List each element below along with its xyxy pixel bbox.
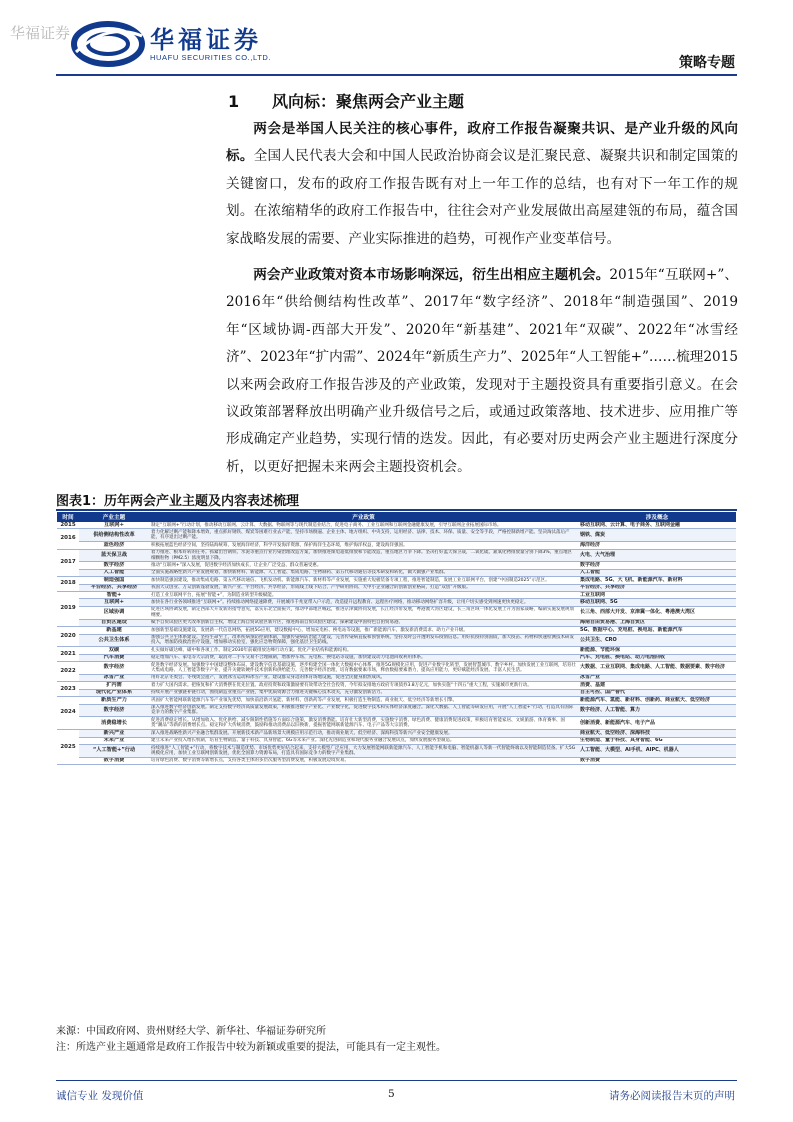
- theme-cell: 自贸区建设: [79, 619, 149, 626]
- table-row: [57, 562, 736, 569]
- concept-cell: 人工智能: [578, 569, 736, 576]
- concept-cell: 平台经济、共享经济: [578, 584, 736, 591]
- theme-cell: 数字经济: [79, 704, 149, 717]
- note-line: 注：所选产业主题通常是政府工作报告中较为新颖或重要的提法，可能具有一定主观性。: [56, 1042, 446, 1053]
- theme-cell: 未来产业: [79, 737, 149, 744]
- table-row: [57, 619, 736, 626]
- year-cell: 2020: [57, 627, 79, 647]
- paragraph-1-lead: 两会是举国人民关注的核心事件，政府工作报告凝聚共识、是产业升级的风向标。: [226, 121, 738, 165]
- table-row: [57, 682, 736, 689]
- theme-cell: 蓝色经济: [79, 542, 149, 549]
- theme-cell: 双碳: [79, 647, 149, 654]
- theme-cell: 制造强国: [79, 577, 149, 584]
- year-cell: 2018: [57, 577, 79, 592]
- theme-cell: 智能+: [79, 592, 149, 599]
- policy-cell: 建立未来产业投入增长机制，培育生物制造、量子科技、具身智能、6G等未来产业。深化先进制造业和现代服务业融合发展试点，加快发展服务型制造。: [149, 737, 578, 744]
- section-title: [228, 89, 464, 112]
- concept-cell: 移动互联网、云计算、电子商务、互联网金融: [578, 522, 736, 529]
- page-number: 5: [388, 1088, 395, 1100]
- concept-cell: 大数据、工业互联网、集成电路、人工智能、数据要素、数字经济: [578, 662, 736, 675]
- table-row: [57, 704, 736, 717]
- concept-cell: 钢铁、煤炭: [578, 529, 736, 542]
- paragraph-2-lead: 两会产业政策对资本市场影响深远，衍生出相应主题机会。: [253, 267, 610, 283]
- theme-cell: 数字经济: [79, 662, 149, 675]
- table-row: [57, 730, 736, 737]
- policy-cell: 打造工业互联网平台，拓展“智能+”，为制造业转型升级赋能。: [149, 592, 578, 599]
- concept-cell: 新能源、节能环保: [578, 647, 736, 654]
- table-row: [57, 717, 736, 730]
- footer-slogan: 诚信专业 发现价值: [56, 1090, 144, 1102]
- paragraph-1-body: 全国人民代表大会和中国人民政治协商会议是汇聚民意、凝聚共识和制定国策的关键窗口，发布的政府工作报告既有对上一年工作的总结，也有对下一年工作的规划。在浓缩精华的政府工作报告中，往往会对产业发展做出高屋建瓴的布局，蕴含国家战略发展的需要、产业实际推进的趋势，可视作产业变革信号。: [226, 148, 739, 247]
- section-title-text: 风向标：聚焦两会产业主题: [272, 92, 465, 111]
- theme-cell: 新基建: [79, 627, 149, 634]
- figure-divider: [56, 509, 737, 511]
- table-row: [57, 647, 736, 654]
- concept-cell: 海南自由贸易港、上海自贸区: [578, 619, 736, 626]
- concept-cell: 新能源汽车、氢能、新材料、创新药、商业航天、低空经济: [578, 697, 736, 704]
- theme-cell: 公共卫生体系: [79, 634, 149, 647]
- concept-cell: 自主可控、国产替代: [578, 689, 736, 696]
- concept-cell: 数字消费: [578, 757, 736, 764]
- policy-cell: 积极拓展蓝色经济空间，坚持陆海统筹，发展海洋经济，科学开发海洋资源，保护海洋生态环境，维护海洋权益，建设海洋强国。: [149, 542, 578, 549]
- theme-cell: 区域协调: [79, 606, 149, 619]
- table-row: [57, 577, 736, 584]
- watermark-text: 华福证券: [10, 24, 71, 42]
- theme-cell: 互联网+: [79, 599, 149, 606]
- policy-cell: 促进消费稳定增长。从增加收入、优化供给、减少限制性措施等方面综合施策，激发消费潜能。培育壮大新型消费，实施数字消费、绿色消费、健康消费促进政策，积极培育智能家居、文娱旅游、体育赛事、国货“潮品”等新的消费增长点。稳定和扩大传统消费，鼓励和推动消费品以旧换新，提振智能网联新能源汽车、电子产品等大宗消费。: [149, 717, 578, 730]
- policy-cell: 用好北京冬奥会、冬残奥会遗产，发展冰雪运动和冰雪产业。建设群众身边的体育场地设施，促进全民健身蔚然成风。: [149, 674, 578, 681]
- column-header: 涉及概念: [578, 512, 736, 522]
- policy-cell: 加快在各行业各领域推进“互联网+”。持续推动网络提速降费，开展城市千兆宽带入户示范，改造提升远程教育、远程医疗网络，推动移动网络扩容升级，让用户切实感受到网速更快更稳定。: [149, 599, 578, 606]
- year-cell: 2021: [57, 647, 79, 662]
- year-cell: 2015: [57, 522, 79, 529]
- table-body: [57, 522, 736, 765]
- theme-cell: 冰雪产业: [79, 674, 149, 681]
- concept-cell: 创新消费、新能源汽车、电子产品: [578, 717, 736, 730]
- paragraph-2-body: 2015年“互联网+”、2016年“供给侧结构性改革”、2017年“数字经济”、2018年“制造强国”、2019年“区域协调-西部大开发”、2020年“新基建”、2021年“双碳”、2022年“冰雪经济”、2023年“扩内需”、2024年“新质生产力”、2025年“人工智能+”……梳理2015以来两会政府工作报告涉及的产业政策，发现对于主题投资具有重要指引意义。在会议政策部署释放出明确产业升级信号之后，或通过政策落地、技术进步、应用推广等形成确定产业趋势，实现行情的迭发。因此，有必要对历史两会产业主题进行深度分析，以更好把握未来两会主题投资机会。: [226, 267, 739, 475]
- table-row: [57, 654, 736, 661]
- policy-cell: 持续开展产业强链补链行动，围绕制造业重点产业链，集中优质资源合力推进关键核心技术攻关，充分激发创新活力。: [149, 689, 578, 696]
- table-row: [57, 662, 736, 675]
- report-category: 策略专题: [679, 55, 735, 71]
- table-header-row: [57, 512, 736, 522]
- paragraph-1: [226, 116, 738, 253]
- policy-cell: 持续推进“人工智能+”行动，将数字技术与制造优势、市场优势更好结合起来，支持大模型广泛应用，大力发展智能网联新能源汽车、人工智能手机和电脑、智能机器人等新一代智能终端以及智能制造装备。扩大5G规模化应用，加快工业互联网创新发展，优化全国算力资源布局，打造具有国际竞争力的数字产业集群。: [149, 745, 578, 758]
- table-row: [57, 674, 736, 681]
- logo-name: 华福证券: [150, 26, 262, 54]
- table-row: [57, 529, 736, 542]
- policy-cell: 稳定增加汽车、家电等大宗消费，取消对二手车交易不合理限制，增加停车场、充电桩、换电站等设施，加快建设动力电池回收利用体系。: [149, 654, 578, 661]
- table-row: [57, 627, 736, 634]
- policy-cell: 加快制造强国建设，推动集成电路、第五代移动通信、飞机发动机、新能源汽车、新材料等产业发展，实施重大短板装备专项工程，推进智能制造，发展工业互联网平台，创建“中国制造2025”示范区。: [149, 577, 578, 584]
- theme-cell: 数字消费: [79, 757, 149, 764]
- concept-cell: 数字经济、人工智能、算力: [578, 704, 736, 717]
- logo-english-name: HUAFU SECURITIES CO.,LTD.: [150, 53, 272, 62]
- table-row: [57, 697, 736, 704]
- theme-cell: 新质生产力: [79, 697, 149, 704]
- concept-cell: 工业互联网: [578, 592, 736, 599]
- year-cell: 2022: [57, 662, 79, 682]
- table-row: [57, 606, 736, 619]
- header-divider: [56, 74, 737, 76]
- policy-cell: 推动“互联网+”深入发展，促进数字经济加快成长，让企业广泛受益、群众普遍受惠。: [149, 562, 578, 569]
- policy-cell: 加强新型基础设施建设，发展新一代信息网络，拓展5G应用，建设数据中心，增加充电桩、换电站等设施，推广新能源汽车，激发新消费需求、助力产业升级。: [149, 627, 578, 634]
- table-row: [57, 689, 736, 696]
- policy-cell: 巩固扩大智能网联新能源汽车等产业领先优势，加快前沿新兴氢能、新材料、创新药等产业发展，积极打造生物制造、商业航天、低空经济等新增长引擎。: [149, 697, 578, 704]
- table-row: [57, 549, 736, 562]
- concept-cell: 公共卫生、CRO: [578, 634, 736, 647]
- concept-cell: 海洋经济: [578, 542, 736, 549]
- year-cell: 2016: [57, 529, 79, 549]
- theme-cell: 互联网+: [79, 522, 149, 529]
- policy-cell: 着力扩大国内需求。把恢复和扩大消费摆在优先位置。政府投资和政策激励要有效带动全社会投资，今年拟安排地方政府专项债券3.8万亿元，加快实施“十四五”重大工程，实施城市更新行动。: [149, 682, 578, 689]
- paragraph-2: [226, 262, 738, 481]
- policy-cell: 赋予自贸试验区更大改革创新自主权，增设上海自贸试验区新片区，推进海南自贸试验区建设、探索建设中国特色自由贸易港。: [149, 619, 578, 626]
- policy-cell: 制定“互联网+”行动计划，推动移动互联网、云计算、大数据、物联网等与现代制造业结合，促进电子商务、工业互联网和互联网金融健康发展，引导互联网企业拓展国际市场。: [149, 522, 578, 529]
- year-cell: 2017: [57, 549, 79, 577]
- concept-cell: 5G、数据中心、充电桩、换电站、新能源汽车: [578, 627, 736, 634]
- table-row: [57, 592, 736, 599]
- concept-cell: 数字经济: [578, 562, 736, 569]
- year-cell: 2024: [57, 697, 79, 730]
- table-row: [57, 522, 736, 529]
- concept-cell: 集成电路、5G、大飞机、新能源汽车、新材料: [578, 577, 736, 584]
- column-header: 产业主题: [79, 512, 149, 522]
- section-number: 1: [228, 92, 240, 111]
- source-line: 来源：中国政府网、贵州财经大学、新华社、华福证券研究所: [56, 1026, 326, 1037]
- theme-cell: 消费稳增长: [79, 717, 149, 730]
- figure-title: 图表1：历年两会产业主题及内容表述梳理: [56, 494, 300, 509]
- concept-cell: 长三角、西部大开发、京津冀一体化、粤港澳大湾区: [578, 606, 736, 619]
- concept-cell: 生物制造、量子科技、具身智能、6G: [578, 737, 736, 744]
- theme-cell: 现代化产业体系: [79, 689, 149, 696]
- table-row: [57, 737, 736, 744]
- concept-cell: 火电、大气治理: [578, 549, 736, 562]
- footer-disclaimer: 请务必阅读报告末页的声明: [609, 1090, 735, 1102]
- theme-cell: 数字经济: [79, 562, 149, 569]
- theme-cell: 汽车消费: [79, 654, 149, 661]
- theme-cell: 供给侧结构性改革: [79, 529, 149, 542]
- policy-cell: 培育绿色消费、数字消费等新增长点，支持各类主体的多层次服务型消费发展，积极发展边境贸易。: [149, 757, 578, 764]
- policy-cell: 促进区域协调发展，制定西部大开发新的指导意见，落实东北全面振兴，推动中部地区崛起，推进京津冀协同发展，长江经济带发展，粤港澳大湾区建设，长三角区域一体化发展上升为国家战略，编制实施发展规划纲要。: [149, 606, 578, 619]
- policy-cell: 我国大众创业、万众创新蓬勃发展，新兴产业、平台经济、共享经济，形成线上线下结合、产学研用协同、大中小企业融合的创新创业格局，打造“双创”升级版。: [149, 584, 578, 591]
- footer-divider: [56, 1080, 737, 1081]
- column-header: 产业政策: [149, 512, 578, 522]
- table-row: [57, 542, 736, 549]
- policy-cell: 着力化解过剩产能和降本增效，重点抓好钢铁、煤炭等困难行业去产能，坚持市场倒逼、企业主体、地方组织、中央支持，运用经济、法律、技术、环保、质量、安全等手段，严格控制新增产能。坚决淘汰落后产能，有序退出过剩产能。: [149, 529, 578, 542]
- concept-cell: 人工智能、大模型、AI手机、AIPC、机器人: [578, 745, 736, 758]
- policy-cell: 全面实施战略性新兴产业发展规划，加快新材料、新能源、人工智能、集成电路、生物制药、第五代移动通信等技术研发和转化，做大做强产业集群。: [149, 569, 578, 576]
- concept-cell: 消费、基建: [578, 682, 736, 689]
- year-cell: 2019: [57, 592, 79, 627]
- table-row: [57, 634, 736, 647]
- theme-cell: 新兴产业: [79, 730, 149, 737]
- policy-cell: 着力推进、根本好转的任务。抓紧出台钢铁、水泥等重点行业污染治理改造方案，加快推进煤电超低排放和节能改造，重点地区力争下降。坚决打好蓝天保卫战，二氧化硫、氮氧化物排放量分别下降3%，重点地区细颗粒物（PM2.5）浓度明显下降。: [149, 549, 578, 562]
- policy-cell: 深入推进战略性新兴产业融合集群发展。开展新技术新产品新场景大规模应用示范行动，推动商业航天、低空经济、深海科技等新兴产业安全健康发展。: [149, 730, 578, 737]
- table-row: [57, 757, 736, 764]
- theme-cell: 扩内需: [79, 682, 149, 689]
- concept-cell: 汽车、充电桩、换电站、动力电池回收: [578, 654, 736, 661]
- theme-cell: 平台经济、共享经济: [79, 584, 149, 591]
- policy-cell: 加强公共卫生体系建设。坚持生命至上，改革疾病预防控制体制，加强传染病防治能力建设，完善传染病直报和预警系统，坚持及时公开透明发布疫情信息。用好抗疫特别国债，加大疫苗、药物和快速检测技术研发投入，增加防疫救治医疗设施，增加移动实验室，强化应急物资保障，强化基层卫生防线。: [149, 634, 578, 647]
- year-cell: 2025: [57, 730, 79, 765]
- policy-cell: 深入推进数字经济创新发展。制定支持数字经济高质量发展政策，积极推进数字产业化、产业数字化，促进数字技术和实体经济深度融合。深化大数据、人工智能等研发应用，开展“人工智能+”行动，打造具有国际竞争力的数字产业集群。: [149, 704, 578, 717]
- concept-cell: 商业航天、低空经济、深海科技: [578, 730, 736, 737]
- column-header: 时间: [57, 512, 79, 522]
- table-row: [57, 745, 736, 758]
- table-row: [57, 569, 736, 576]
- industry-theme-table: [57, 512, 736, 765]
- table-row: [57, 599, 736, 606]
- theme-cell: “人工智能+”行动: [79, 745, 149, 758]
- theme-cell: 蓝天保卫战: [79, 549, 149, 562]
- concept-cell: 冰雪产业: [578, 674, 736, 681]
- year-cell: 2023: [57, 682, 79, 697]
- concept-cell: 移动互联网、5G: [578, 599, 736, 606]
- table-row: [57, 584, 736, 591]
- policy-cell: 扎实做好碳达峰、碳中和各项工作。制定2030年前碳排放达峰行动方案。优化产业结构和能源结构。: [149, 647, 578, 654]
- theme-cell: 人工智能: [79, 569, 149, 576]
- policy-cell: 促进数字经济发展。加强数字中国建设整体布局。建设数字信息基础设施，逐步构建全国一体化大数据中心体系，推进5G规模化应用，促进产业数字化转型，发展智慧城市、数字乡村。加快发展工业互联网，培育壮大集成电路、人工智能等数字产业，提升关键软硬件技术创新和供给能力。完善数字经济治理，培育数据要素市场，释放数据要素潜力，提高应用能力，更好赋能经济发展、丰富人民生活。: [149, 662, 578, 675]
- source-notes: [56, 1024, 446, 1056]
